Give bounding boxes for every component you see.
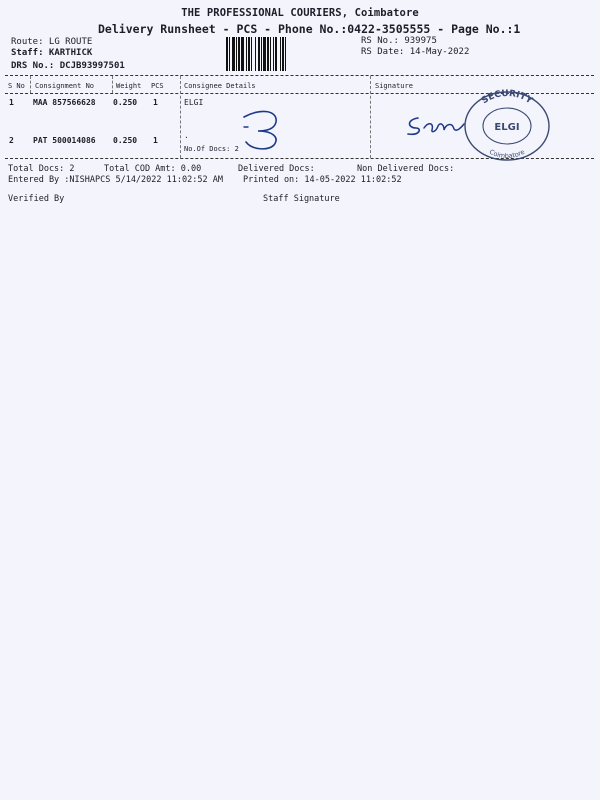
row-2-doc-count: No.Of Docs: 2 [184,145,239,153]
header-consignee: Consignee Details [184,82,256,90]
row-2-consignment: PAT 500014086 [33,136,96,145]
row-1-pcs: 1 [153,98,158,107]
header-pcs: PCS [151,82,164,90]
drs-number: DRS No.: DCJB93997501 [11,61,125,71]
svg-text:SECURITY [480,89,534,107]
row-2-sno: 2 [9,136,14,145]
header-weight: Weight [116,82,142,90]
verified-by: Verified By [8,194,65,204]
non-delivered-docs: Non Delivered Docs: [357,164,455,174]
col-divider [112,76,113,93]
stamp-center-text: ELGI [494,122,520,133]
header-signature: Signature [375,82,413,90]
total-cod: Total COD Amt: 0.00 [104,164,202,174]
table-top-rule [5,75,594,76]
row-1-weight: 0.250 [113,98,138,107]
staff-signature: Staff Signature [263,194,340,204]
header-consignment: Consignment No [35,82,95,90]
route-label: Route: LG ROUTE [11,37,93,47]
stamp-bottom-text: Coimbatore [487,147,527,161]
delivered-docs: Delivered Docs: [238,164,315,174]
printed-on: Printed on: 14-05-2022 11:02:52 [243,175,402,185]
barcode [226,37,352,71]
col-divider [370,76,371,158]
runsheet-subtitle: Delivery Runsheet - PCS - Phone No.:0422-3505555 - Page No.:1 [98,22,521,36]
company-title: THE PROFESSIONAL COURIERS, Coimbatore [181,7,419,19]
handwritten-mark [236,107,294,153]
rs-date: RS Date: 14-May-2022 [361,47,470,57]
col-divider [180,76,181,158]
row-2-weight: 0.250 [113,136,138,145]
row-1-consignment: MAA 857566628 [33,98,96,107]
row-1-sno: 1 [9,98,14,107]
rs-number: RS No.: 939975 [361,36,437,46]
entered-by: Entered By :NISHAPCS 5/14/2022 11:02:52 AM [8,175,223,185]
company-stamp [461,88,553,162]
row-2-consignee: . [184,131,189,140]
stamp-top-text: SECURITY [480,88,534,107]
total-docs: Total Docs: 2 [8,164,75,174]
header-sno: S No [8,82,25,90]
row-1-consignee: ELGI [184,98,204,107]
barcode-bar [286,37,288,71]
row-2-pcs: 1 [153,136,158,145]
col-divider [30,76,31,93]
staff-label: Staff: KARTHICK [11,48,93,58]
